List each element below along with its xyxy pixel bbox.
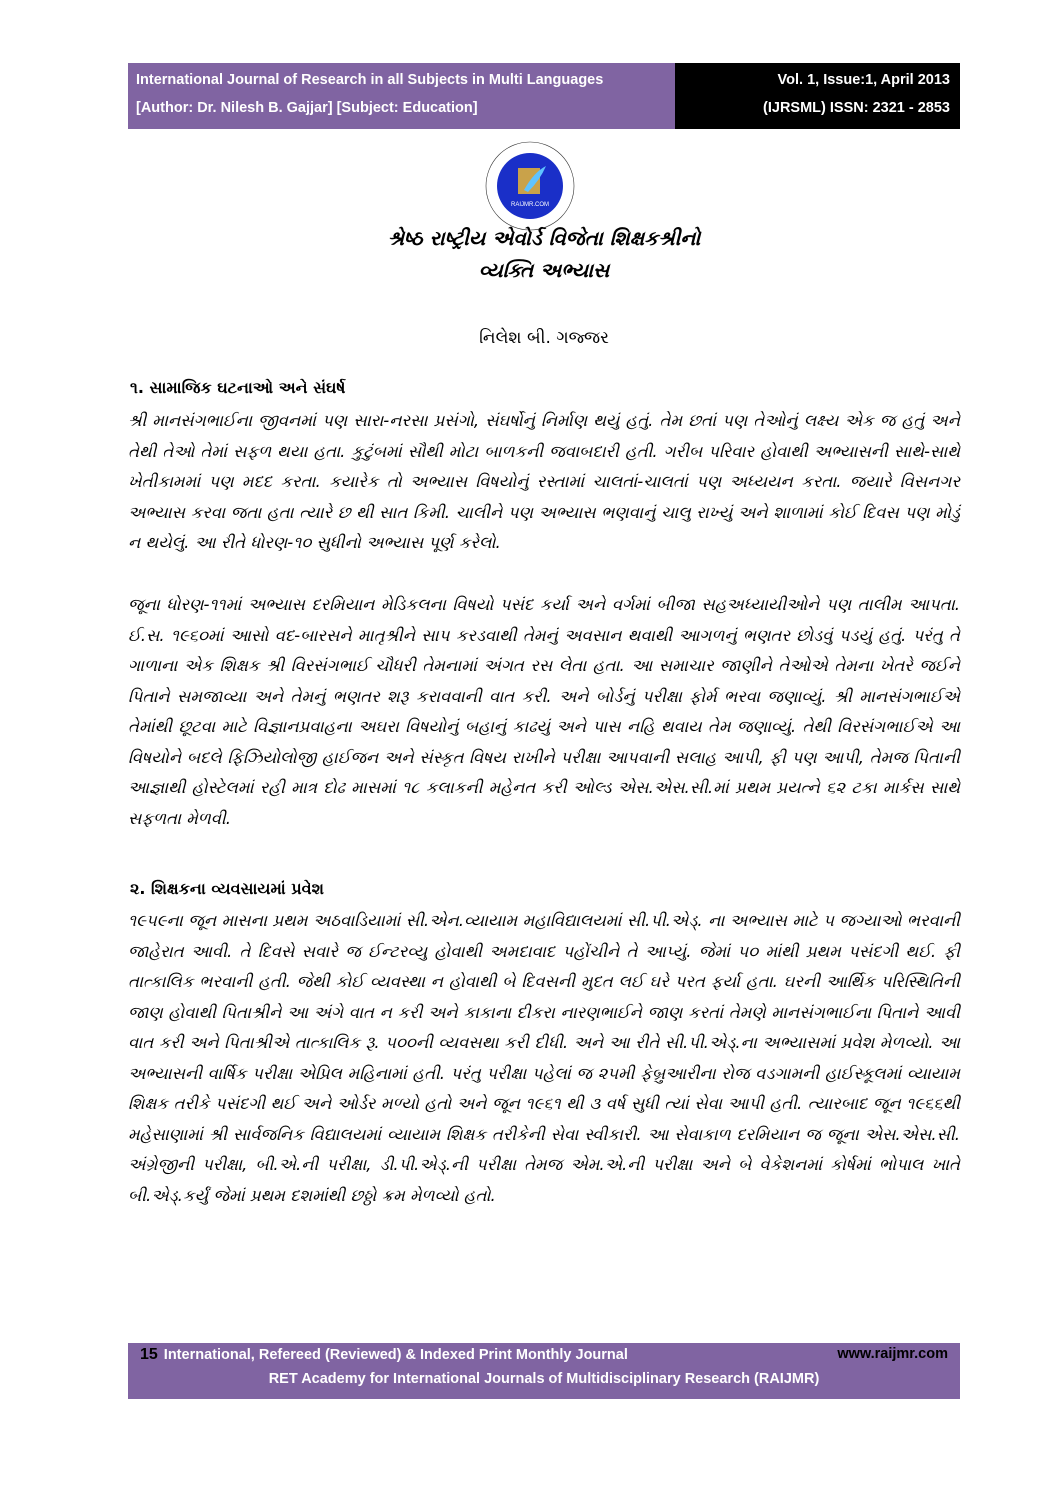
article-author: નિલેશ બી. ગજ્જર	[479, 328, 609, 348]
section-heading-2: ૨. શિક્ષકના વ્યવસાયમાં પ્રવેશ	[130, 879, 324, 898]
section-heading-1: ૧. સામાજિક ઘટનાઓ અને સંઘર્ષ	[130, 378, 346, 397]
author-subject: [Author: Dr. Nilesh B. Gajjar] [Subject: Education]	[136, 100, 478, 116]
paragraph-2: જૂના ધોરણ-૧૧માં અભ્યાસ દરમિયાન મેડિકલના વિષયો પસંદ કર્યા અને વર્ગમાં બીજા સહઅધ્યાયીઓને પણ તાલીમ આપતા. ઈ.સ. ૧૯૬૦માં આસો વદ-બારસને માતૃશ્રીને સાપ કરડવાથી તેમનું અવસાન થવાથી આગળનું ભણતર છોડવું પડયું હતું. પરંતુ તે ગાળાના એક શિક્ષક શ્રી વિરસંગભાઈ ચૌધરી તેમનામાં અંગત રસ લેતા હતા. આ સમાચાર જાણીને તેઓએ તેમના ખેતરે જઈને પિતાને સમજાવ્યા અને તેમનું ભણતર શરૂ કરાવવાની વાત કરી. અને બોર્ડનું પરીક્ષા ફોર્મ ભરવા જણાવ્યું. શ્રી માનસંગભાઈએ તેમાંથી છૂટવા માટે વિજ્ઞાનપ્રવાહના અઘરા વિષયોનું બહાનું કાઢયું અને પાસ નહિ થવાય તેમ જણાવ્યું. તેથી વિરસંગભાઈએ આ વિષયોને બદલે ફિઝિયોલોજી હાઈજન અને સંસ્કૃત વિષય રાખીને પરીક્ષા આપવાની સલાહ આપી, ફી પણ આપી, તેમજ પિતાની આજ્ઞાથી હોસ્ટેલમાં રહી માત્ર દોઢ માસમાં ૧૮ કલાકની મહેનત કરી ઓલ્ડ એસ.એસ.સી.માં પ્રથમ પ્રયત્ને ૬૨ ટકા માર્કસ સાથે સફળતા મેળવી.	[128, 595, 960, 828]
issn: (IJRSML) ISSN: 2321 - 2853	[763, 100, 950, 116]
paragraph-1: શ્રી માનસંગભાઈના જીવનમાં પણ સારા-નરસા પ્રસંગો, સંઘર્ષોનું નિર્માણ થયું હતું. તેમ છતાં પણ તેઓનું લક્ષ્ય એક જ હતું અને તેથી તેઓ તેમાં સફળ થયા હતા. કુટુંબમાં સૌથી મોટા બાળકની જવાબદારી હતી. ગરીબ પરિવાર હોવાથી અભ્યાસની સાથે-સાથે ખેતીકામમાં પણ મદદ કરતા. કયારેક તો અભ્યાસ વિષયોનું રસ્તામાં ચાલતાં-ચાલતાં પણ અધ્યયન કરતા. જયારે વિસનગર અભ્યાસ કરવા જતા હતા ત્યારે છ થી સાત કિમી. ચાલીને પણ અભ્યાસ ભણવાનું ચાલુ રાખ્યું અને શાળામાં કોઈ દિવસ પણ મોડું ન થયેલું. આ રીતે ધોરણ-૧૦ સુધીનો અભ્યાસ પૂર્ણ કરેલો.	[128, 411, 960, 552]
footer-line-1: International, Refereed (Reviewed) & Indexed Print Monthly Journal	[163, 1347, 628, 1363]
article-title-line-2: વ્યક્તિ અભ્યાસ	[478, 258, 610, 282]
raijmr-logo	[484, 138, 576, 236]
header-right	[675, 63, 960, 129]
journal-header	[128, 63, 960, 129]
svg-text:RAIJMR.COM: RAIJMR.COM	[511, 202, 549, 208]
header-left	[128, 63, 675, 129]
journal-footer	[128, 1343, 960, 1399]
page-number: 15	[140, 1346, 158, 1363]
journal-name: International Journal of Research in all Subjects in Multi Languages	[136, 72, 604, 88]
article-title-line-1: શ્રેષ્ઠ રાષ્ટ્રીય એવોર્ડ વિજેતા શિક્ષકશ્રીનો	[387, 226, 701, 250]
footer-line-2: RET Academy for International Journals of Multidisciplinary Research (RAIJMR)	[268, 1371, 820, 1387]
footer-url[interactable]: www.raijmr.com	[837, 1346, 948, 1362]
paragraph-3: ૧૯૫૯ના જૂન માસના પ્રથમ અઠવાડિયામાં સી.એન.વ્યાયામ મહાવિદ્યાલયમાં સી.પી.એડ્. ના અભ્યાસ માટે ૫ જગ્યાઓ ભરવાની જાહેરાત આવી. તે દિવસે સવારે જ ઈન્ટરવ્યુ હોવાથી અમદાવાદ પહોંચીને તે આપ્યું. જેમાં ૫૦ માંથી પ્રથમ પસંદગી થઈ. ફી તાત્કાલિક ભરવાની હતી. જેથી કોઈ વ્યવસ્થા ન હોવાથી બે દિવસની મુદત લઈ ઘરે પરત ફર્યા હતા. ઘરની આર્થિક પરિસ્થિતિની જાણ હોવાથી પિતાશ્રીને આ અંગે વાત ન કરી અને કાકાના દીકરા નારણભાઈને જાણ કરતાં તેમણે માનસંગભાઈના પિતાને આવી વાત કરી અને પિતાશ્રીએ તાત્કાલિક રૂ. ૫૦૦ની વ્યવસથા કરી દીધી. અને આ રીતે સી.પી.એડ્.ના અભ્યાસમાં પ્રવેશ મેળવ્યો. આ અભ્યાસની વાર્ષિક પરીક્ષા એપ્રિલ મહિનામાં હતી. પરંતુ પરીક્ષા પહેલાં જ ૨૫મી ફેબ્રુઆરીના રોજ વડગામની હાઈસ્કૂલમાં વ્યાયામ શિક્ષક તરીકે પસંદગી થઈ અને ઓર્ડર મળ્યો હતો અને જૂન ૧૯૬૧ થી ૩ વર્ષ સુધી ત્યાં સેવા આપી હતી. ત્યારબાદ જૂન ૧૯૬૬થી મહેસાણામાં શ્રી સાર્વજનિક વિદ્યાલયમાં વ્યાયામ શિક્ષક તરીકેની સેવા સ્વીકારી. આ સેવાકાળ દરમિયાન જ જૂના એસ.એસ.સી. અંગ્રેજીની પરીક્ષા, બી.એ.ની પરીક્ષા, ડી.પી.એડ્.ની પરીક્ષા તેમજ એમ.એ.ની પરીક્ષા અને બે વેકેશનમાં કોર્ષમાં ભોપાલ ખાતે બી.એડ્.કર્યું જેમાં પ્રથમ દશમાંથી છઠ્ઠો ક્રમ મેળવ્યો હતો.	[128, 911, 960, 1205]
volume-issue: Vol. 1, Issue:1, April 2013	[777, 72, 950, 88]
